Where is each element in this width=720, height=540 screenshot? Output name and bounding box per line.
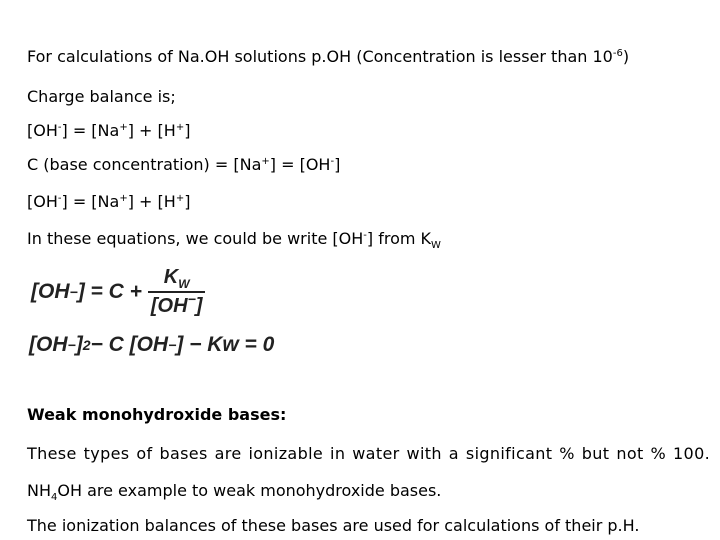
eq-mid: ] = C + — [77, 280, 142, 303]
equation-image-2: [OH − ] 2 − C [OH − ] − Kw = 0 — [29, 333, 275, 356]
intro-text: For calculations of Na.OH solutions p.OH (Concentration is lesser than 10 — [27, 47, 613, 66]
subscript: W — [431, 240, 441, 251]
subscript: 4 — [51, 492, 58, 503]
eq-part: ] + [H — [127, 192, 176, 211]
fraction-numerator — [160, 266, 194, 291]
sentence-part: ] from K — [366, 229, 432, 248]
charge-sup: - — [57, 122, 62, 133]
kw-sentence — [27, 229, 441, 249]
charge-sup: - — [363, 230, 367, 241]
eq-part: [OH — [29, 333, 68, 356]
fraction — [148, 266, 206, 318]
charge-sup: + — [119, 122, 128, 133]
subscript: W — [178, 277, 190, 291]
eq-part: [OH — [27, 121, 58, 140]
ionization-balance-sentence: The ionization balances of these bases are used for calculations of their p.H. — [27, 516, 640, 535]
intro-line — [27, 47, 629, 67]
sentence-part: In these equations, we could be write [OH — [27, 229, 364, 248]
exponent: -6 — [612, 48, 623, 59]
charge-sup: - — [330, 156, 335, 167]
eq-part: ] = [OH — [269, 155, 331, 174]
eq-part: − C [OH — [90, 333, 169, 356]
eq-part: ] — [195, 295, 203, 317]
equation-image-1: [OH − ] = C + $\frac{K_W}{[OH^-]}$ — [31, 266, 205, 318]
charge-sup: + — [119, 193, 128, 204]
eq-part: C (base concentration) = [Na — [27, 155, 262, 174]
charge-sup: - — [57, 193, 62, 204]
eq-part: ] = [Na — [61, 121, 120, 140]
charge-sup: + — [261, 156, 270, 167]
charge-sup: + — [175, 193, 185, 204]
formula-part: NH — [27, 481, 51, 500]
weak-bases-paragraph: These types of bases are ionizable in water with a significant % but not % 100. — [27, 444, 711, 463]
eq-part: ] + [H — [127, 121, 176, 140]
eq-lhs: [OH — [31, 280, 70, 303]
nh4oh-example — [27, 481, 441, 501]
charge-balance-label: Charge balance is; — [27, 87, 176, 106]
fraction-denominator — [148, 291, 206, 318]
charge-balance-equation-2 — [27, 192, 190, 212]
eq-part: [OH — [150, 295, 188, 317]
kw-symbol: K — [163, 266, 179, 288]
charge-sup: + — [175, 122, 185, 133]
charge-balance-equation-1 — [27, 121, 190, 141]
eq-part: ] — [334, 155, 341, 174]
charge-sup: − — [187, 291, 196, 307]
eq-part: ] − Kw = 0 — [176, 333, 275, 356]
eq-part: ] — [75, 333, 83, 356]
base-concentration-equation — [27, 155, 340, 175]
eq-part: [OH — [27, 192, 58, 211]
eq-part: ] — [184, 121, 191, 140]
eq-part: ] — [184, 192, 191, 211]
formula-part: OH are example to weak monohydroxide bases. — [57, 481, 442, 500]
section-heading: Weak monohydroxide bases: — [27, 405, 287, 424]
intro-close: ) — [622, 47, 630, 66]
eq-part: ] = [Na — [61, 192, 120, 211]
